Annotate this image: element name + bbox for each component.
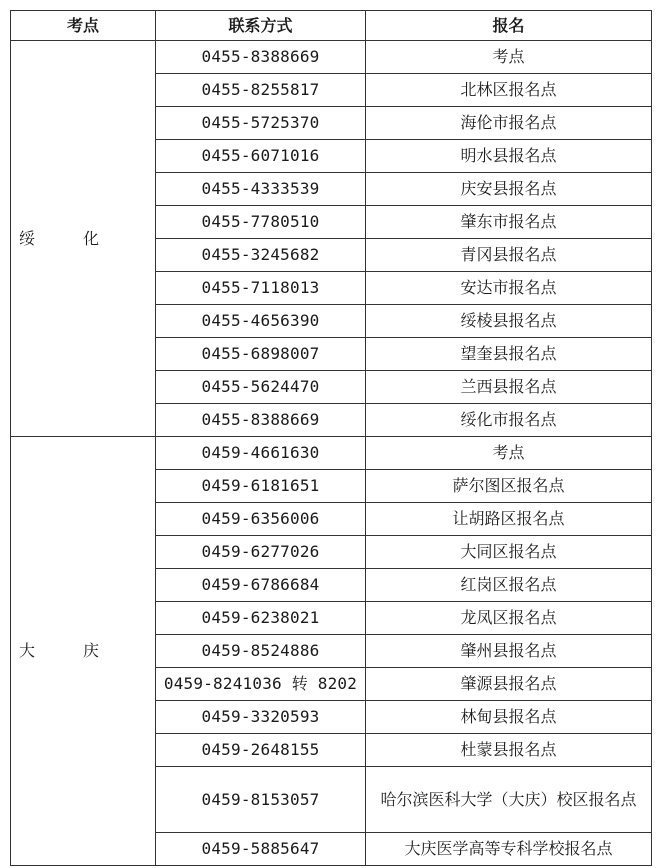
contact-phone: 0455-5725370 <box>156 107 366 140</box>
contact-phone: 0459-3320593 <box>156 701 366 734</box>
contact-phone: 0459-6356006 <box>156 503 366 536</box>
header-contact: 联系方式 <box>156 11 366 41</box>
signup-location: 大同区报名点 <box>366 536 652 569</box>
contact-phone: 0459-5885647 <box>156 833 366 866</box>
signup-location: 青冈县报名点 <box>366 239 652 272</box>
signup-location: 海伦市报名点 <box>366 107 652 140</box>
signup-location: 安达市报名点 <box>366 272 652 305</box>
signup-location: 考点 <box>366 41 652 74</box>
contact-phone: 0455-8388669 <box>156 404 366 437</box>
signup-location: 哈尔滨医科大学（大庆）校区报名点 <box>366 767 652 833</box>
contact-phone: 0459-6277026 <box>156 536 366 569</box>
exam-site-city: 绥化 <box>11 41 156 437</box>
contact-phone: 0455-7118013 <box>156 272 366 305</box>
signup-location: 龙凤区报名点 <box>366 602 652 635</box>
exam-site-city: 大庆 <box>11 437 156 866</box>
header-row <box>11 11 652 41</box>
signup-location: 兰西县报名点 <box>366 371 652 404</box>
signup-location: 林甸县报名点 <box>366 701 652 734</box>
contact-phone: 0459-6786684 <box>156 569 366 602</box>
contact-phone: 0455-5624470 <box>156 371 366 404</box>
signup-location: 大庆医学高等专科学校报名点 <box>366 833 652 866</box>
contact-phone: 0455-8255817 <box>156 74 366 107</box>
contact-phone: 0459-2648155 <box>156 734 366 767</box>
signup-location: 肇州县报名点 <box>366 635 652 668</box>
table-row <box>11 437 652 470</box>
contact-phone: 0459-4661630 <box>156 437 366 470</box>
contact-phone: 0459-6181651 <box>156 470 366 503</box>
contact-phone: 0455-4333539 <box>156 173 366 206</box>
signup-location: 红岗区报名点 <box>366 569 652 602</box>
signup-location: 考点 <box>366 437 652 470</box>
contact-phone: 0459-8153057 <box>156 767 366 833</box>
contact-phone: 0455-8388669 <box>156 41 366 74</box>
signup-location: 绥棱县报名点 <box>366 305 652 338</box>
signup-location: 明水县报名点 <box>366 140 652 173</box>
signup-location: 让胡路区报名点 <box>366 503 652 536</box>
header-signup: 报名 <box>366 11 652 41</box>
contact-phone: 0455-7780510 <box>156 206 366 239</box>
signup-location: 庆安县报名点 <box>366 173 652 206</box>
contact-phone: 0455-3245682 <box>156 239 366 272</box>
header-exam-site: 考点 <box>11 11 156 41</box>
table-body <box>11 41 652 866</box>
contact-phone: 0455-6898007 <box>156 338 366 371</box>
contact-phone: 0459-6238021 <box>156 602 366 635</box>
signup-location: 萨尔图区报名点 <box>366 470 652 503</box>
signup-location: 绥化市报名点 <box>366 404 652 437</box>
signup-location: 望奎县报名点 <box>366 338 652 371</box>
contact-phone: 0455-6071016 <box>156 140 366 173</box>
contact-table <box>10 10 652 866</box>
signup-location: 北林区报名点 <box>366 74 652 107</box>
contact-phone: 0459-8241036 转 8202 <box>156 668 366 701</box>
table-row <box>11 41 652 74</box>
contact-phone: 0455-4656390 <box>156 305 366 338</box>
signup-location: 肇源县报名点 <box>366 668 652 701</box>
contact-phone: 0459-8524886 <box>156 635 366 668</box>
signup-location: 肇东市报名点 <box>366 206 652 239</box>
signup-location: 杜蒙县报名点 <box>366 734 652 767</box>
